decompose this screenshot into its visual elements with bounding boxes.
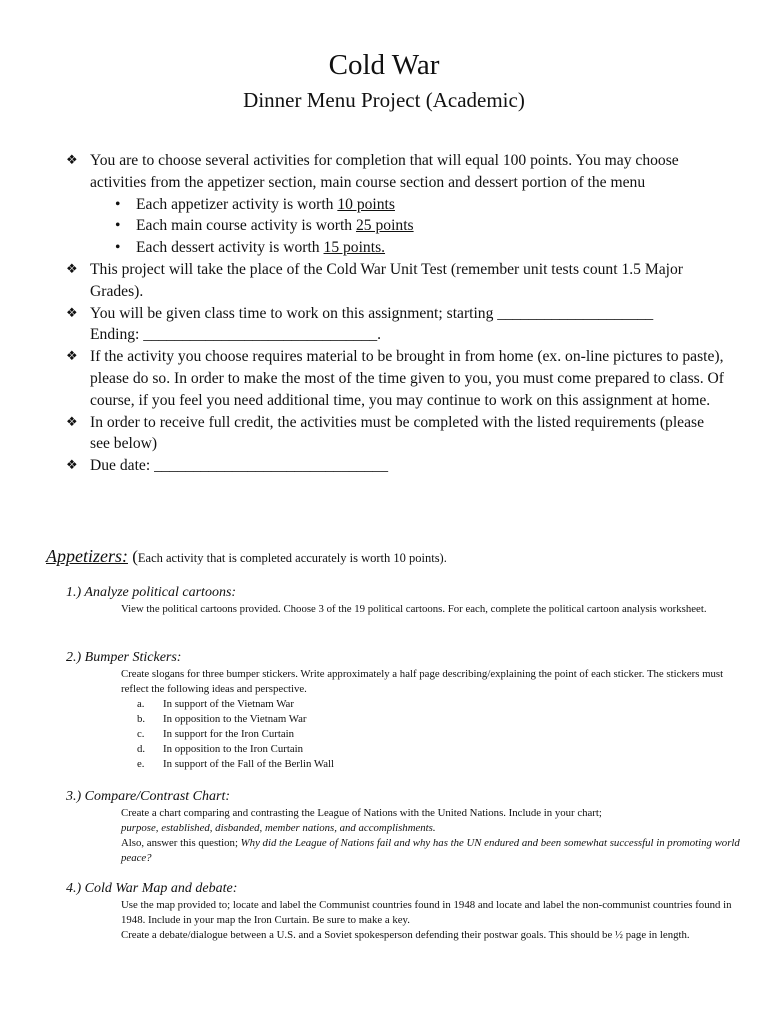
activity-description: Use the map provided to; locate and label the Communist countries found in 1948 and locate and label the non-communist countries found in 1948. Include in your map the Iron Curtain. Be sure to make a key. Create a debate/dialogue between a U.S. and a Soviet spokesperson defending their postwar goals. This should be ½ page in length.: [121, 899, 732, 941]
bullet-dot-icon: •: [115, 195, 121, 213]
appetizers-heading: Appetizers: (Each activity that is completed accurately is worth 10 points).: [46, 546, 447, 566]
instructions-list: [66, 150, 726, 477]
activity-heading: 3.) Compare/Contrast Chart:: [66, 789, 230, 804]
instruction-item: ❖ You are to choose several activities for completion that will equal 100 points. You may choose activities from the appetizer section, main course section and dessert portion of the menu: [66, 152, 679, 191]
list-item: e. In support of the Fall of the Berlin Wall: [137, 758, 335, 770]
bullet-dot-icon: •: [115, 217, 121, 235]
bullet-dot-icon: •: [115, 239, 121, 257]
dessert-points: 15 points.: [323, 239, 386, 257]
instruction-item: ❖ This project will take the place of the Cold War Unit Test (remember unit tests count 1.5 Major Grades).: [66, 260, 683, 300]
list-item: a. In support of the Vietnam War: [137, 698, 294, 710]
diamond-bullet-icon: ❖: [66, 458, 78, 474]
instruction-item: [66, 455, 726, 477]
point-value-item: • Each dessert activity is worth 15 points.: [66, 237, 726, 259]
diamond-bullet-icon: ❖: [66, 414, 78, 430]
list-item: c. In support for the Iron Curtain: [137, 728, 295, 740]
activity-1: [66, 584, 746, 617]
instruction-item: [66, 303, 726, 347]
due-date-line: Due date: ______________________________: [90, 457, 388, 475]
page-subtitle: Dinner Menu Project (Academic): [243, 88, 525, 112]
appetizers-title: Appetizers:: [46, 546, 128, 566]
activity-heading: 4.) Cold War Map and debate:: [66, 881, 238, 896]
point-value-item: • Each main course activity is worth 25 points: [66, 215, 726, 237]
instruction-item: ❖ If the activity you choose requires material to be brought in from home (ex. on-line pictures to paste), please do so. In order to make the most of the time given to you, you must come prepared to class. Of course, if you feel you need additional time, you may continue to work on this assignment at home.: [66, 348, 724, 409]
list-item: d. In opposition to the Iron Curtain: [137, 743, 304, 755]
list-item: b. In opposition to the Vietnam War: [137, 713, 307, 725]
activity-description: Create a chart comparing and contrasting the League of Nations with the United Nations. Include in your chart; purpose, established, disbanded, member nations, and accomplishments. Also, answer this question; Why did the League of Nations fail and why has the UN endured and been somewhat successful in promoting world peace?: [121, 807, 740, 864]
start-date-line: You will be given class time to work on this assignment; starting ____________________: [90, 304, 654, 322]
activity-description: View the political cartoons provided. Choose 3 of the 19 political cartoons. For each, complete the political cartoon analysis worksheet.: [121, 603, 707, 615]
appetizer-points: 10 points: [337, 195, 395, 213]
activity-heading: 2.) Bumper Stickers:: [66, 650, 182, 665]
diamond-bullet-icon: ❖: [66, 153, 78, 168]
main-course-points: 25 points: [355, 217, 414, 235]
diamond-bullet-icon: ❖: [66, 261, 78, 277]
activity-3: [66, 788, 746, 866]
activity-heading: 1.) Analyze political cartoons:: [66, 585, 237, 600]
instruction-item: ❖ In order to receive full credit, the activities must be completed with the listed requirements (please see below): [66, 413, 705, 453]
activity-2: [66, 649, 746, 772]
appetizers-note: Each activity that is completed accurately is worth 10 points).: [137, 551, 447, 565]
diamond-bullet-icon: ❖: [66, 349, 78, 365]
activity-description: Create slogans for three bumper stickers. Write approximately a half page describing/explaining the point of each sticker. The stickers must reflect the following ideas and perspective. a. In support of the Vietnam War b. In opposition to the Vietnam War c. In support for the Iron Curtain d. In opposition to the Iron Curtain e. In support of the Fall of the Berlin Wall: [121, 667, 741, 772]
activity-4: [66, 880, 746, 943]
point-value-item: • Each appetizer activity is worth 10 points: [66, 194, 726, 216]
diamond-bullet-icon: ❖: [66, 305, 78, 321]
end-date-line: Ending: ______________________________.: [90, 326, 382, 344]
page-title: Cold War: [328, 49, 440, 81]
